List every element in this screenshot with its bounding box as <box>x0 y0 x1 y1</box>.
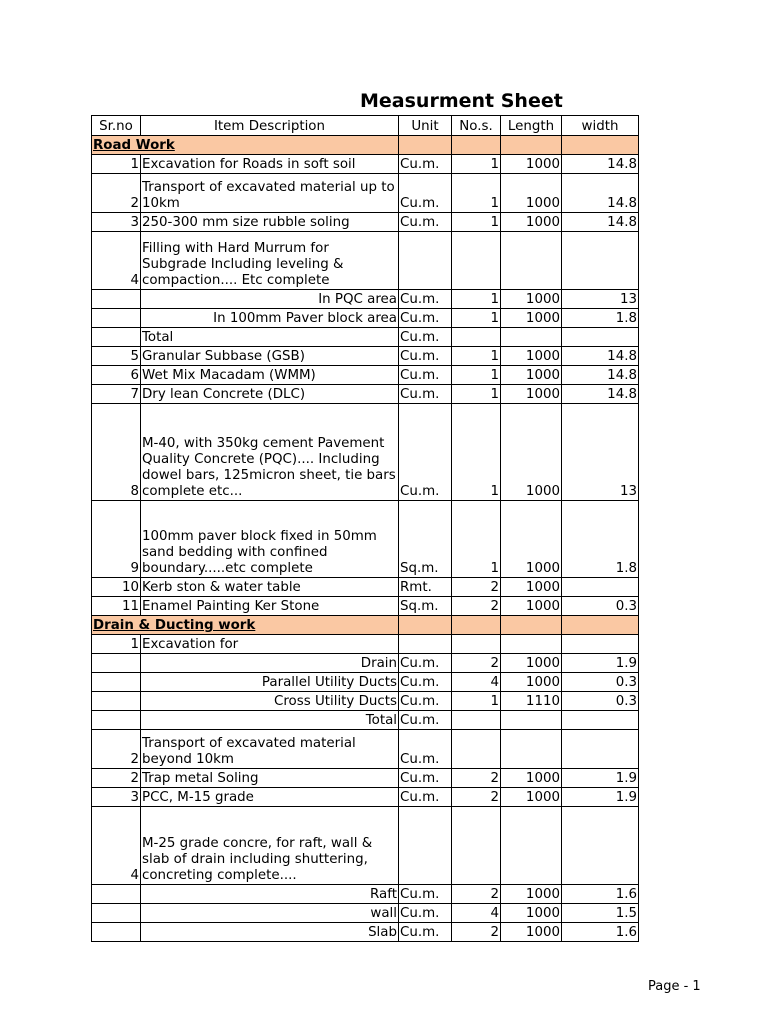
width-cell <box>562 807 639 885</box>
width-cell: 1.8 <box>562 309 639 328</box>
length-cell: 1000 <box>501 769 562 788</box>
width-cell: 14.8 <box>562 347 639 366</box>
sr-cell <box>92 692 141 711</box>
width-cell: 13 <box>562 404 639 501</box>
width-cell: 1.9 <box>562 654 639 673</box>
section-empty-cell <box>399 136 452 155</box>
length-cell <box>501 328 562 347</box>
sr-cell: 1 <box>92 155 141 174</box>
sr-cell: 4 <box>92 232 141 290</box>
sr-cell <box>92 290 141 309</box>
width-cell: 0.3 <box>562 597 639 616</box>
nos-cell: 1 <box>452 692 501 711</box>
description-cell: Granular Subbase (GSB) <box>141 347 399 366</box>
length-cell: 1000 <box>501 673 562 692</box>
unit-cell: Cu.m. <box>399 923 452 942</box>
length-cell: 1000 <box>501 290 562 309</box>
description-cell: Transport of excavated material beyond 10km <box>141 730 399 769</box>
table-row <box>92 807 639 885</box>
nos-cell <box>452 711 501 730</box>
section-empty-cell <box>452 136 501 155</box>
width-cell: 14.8 <box>562 213 639 232</box>
description-cell: Drain <box>141 654 399 673</box>
header-nos: No.s. <box>452 116 501 136</box>
nos-cell <box>452 807 501 885</box>
nos-cell: 1 <box>452 501 501 578</box>
width-cell: 1.9 <box>562 769 639 788</box>
description-cell: Parallel Utility Ducts <box>141 673 399 692</box>
width-cell <box>562 635 639 654</box>
length-cell: 1000 <box>501 347 562 366</box>
length-cell <box>501 232 562 290</box>
table-row <box>92 366 639 385</box>
nos-cell: 2 <box>452 578 501 597</box>
section-empty-cell <box>501 616 562 635</box>
description-cell: Excavation for Roads in soft soil <box>141 155 399 174</box>
sr-cell: 8 <box>92 404 141 501</box>
width-cell: 0.3 <box>562 692 639 711</box>
table-row <box>92 788 639 807</box>
width-cell: 14.8 <box>562 174 639 213</box>
unit-cell: Cu.m. <box>399 290 452 309</box>
length-cell: 1000 <box>501 788 562 807</box>
description-cell: Slab <box>141 923 399 942</box>
section-row-drain <box>92 616 639 635</box>
width-cell: 13 <box>562 290 639 309</box>
description-cell: Dry lean Concrete (DLC) <box>141 385 399 404</box>
unit-cell: Cu.m. <box>399 328 452 347</box>
length-cell <box>501 635 562 654</box>
unit-cell: Cu.m. <box>399 347 452 366</box>
unit-cell: Cu.m. <box>399 769 452 788</box>
table-row <box>92 654 639 673</box>
description-cell: PCC, M-15 grade <box>141 788 399 807</box>
unit-cell: Cu.m. <box>399 385 452 404</box>
sr-cell: 11 <box>92 597 141 616</box>
sr-cell: 2 <box>92 730 141 769</box>
table-row <box>92 711 639 730</box>
width-cell: 1.6 <box>562 885 639 904</box>
width-cell: 1.8 <box>562 501 639 578</box>
header-unit: Unit <box>399 116 452 136</box>
nos-cell: 4 <box>452 673 501 692</box>
nos-cell <box>452 635 501 654</box>
length-cell: 1000 <box>501 501 562 578</box>
nos-cell: 4 <box>452 904 501 923</box>
width-cell: 1.9 <box>562 788 639 807</box>
unit-cell: Cu.m. <box>399 692 452 711</box>
sr-cell: 10 <box>92 578 141 597</box>
length-cell: 1000 <box>501 213 562 232</box>
sr-cell <box>92 309 141 328</box>
header-desc: Item Description <box>141 116 399 136</box>
description-cell: Wet Mix Macadam (WMM) <box>141 366 399 385</box>
sr-cell: 3 <box>92 788 141 807</box>
sr-cell <box>92 885 141 904</box>
length-cell: 1000 <box>501 174 562 213</box>
section-label: Drain & Ducting work <box>92 616 399 635</box>
length-cell <box>501 730 562 769</box>
description-cell: Excavation for <box>141 635 399 654</box>
nos-cell: 2 <box>452 597 501 616</box>
sr-cell: 4 <box>92 807 141 885</box>
length-cell: 1000 <box>501 385 562 404</box>
description-cell: Trap metal Soling <box>141 769 399 788</box>
table-row <box>92 923 639 942</box>
table-row <box>92 578 639 597</box>
table-row <box>92 673 639 692</box>
sr-cell: 6 <box>92 366 141 385</box>
length-cell: 1110 <box>501 692 562 711</box>
section-label: Road Work <box>92 136 399 155</box>
unit-cell: Cu.m. <box>399 213 452 232</box>
table-row <box>92 404 639 501</box>
width-cell: 1.5 <box>562 904 639 923</box>
header-row <box>92 116 639 136</box>
description-cell: Filling with Hard Murrum for Subgrade Including leveling & compaction.... Etc complete <box>141 232 399 290</box>
nos-cell: 1 <box>452 174 501 213</box>
unit-cell: Cu.m. <box>399 885 452 904</box>
section-empty-cell <box>399 616 452 635</box>
length-cell: 1000 <box>501 885 562 904</box>
width-cell <box>562 730 639 769</box>
unit-cell: Cu.m. <box>399 730 452 769</box>
nos-cell: 1 <box>452 213 501 232</box>
unit-cell <box>399 232 452 290</box>
table-row <box>92 885 639 904</box>
section-empty-cell <box>562 136 639 155</box>
header-sr: Sr.no <box>92 116 141 136</box>
unit-cell: Cu.m. <box>399 404 452 501</box>
nos-cell: 2 <box>452 885 501 904</box>
width-cell <box>562 578 639 597</box>
nos-cell: 1 <box>452 385 501 404</box>
description-cell: In 100mm Paver block area <box>141 309 399 328</box>
nos-cell: 1 <box>452 290 501 309</box>
width-cell <box>562 711 639 730</box>
table-row <box>92 309 639 328</box>
length-cell: 1000 <box>501 155 562 174</box>
table-row <box>92 328 639 347</box>
length-cell <box>501 807 562 885</box>
nos-cell: 1 <box>452 366 501 385</box>
table-row <box>92 692 639 711</box>
unit-cell: Sq.m. <box>399 501 452 578</box>
nos-cell: 2 <box>452 788 501 807</box>
table-row <box>92 385 639 404</box>
sheet-title: Measurment Sheet <box>360 90 563 112</box>
unit-cell: Cu.m. <box>399 673 452 692</box>
sr-cell: 1 <box>92 635 141 654</box>
width-cell: 14.8 <box>562 366 639 385</box>
width-cell: 1.6 <box>562 923 639 942</box>
unit-cell: Cu.m. <box>399 788 452 807</box>
description-cell: Total <box>141 328 399 347</box>
sr-cell <box>92 654 141 673</box>
description-cell: Raft <box>141 885 399 904</box>
unit-cell: Cu.m. <box>399 366 452 385</box>
length-cell: 1000 <box>501 654 562 673</box>
table-row <box>92 290 639 309</box>
unit-cell: Rmt. <box>399 578 452 597</box>
nos-cell: 2 <box>452 769 501 788</box>
sr-cell: 5 <box>92 347 141 366</box>
table-row <box>92 730 639 769</box>
section-empty-cell <box>562 616 639 635</box>
table-row <box>92 232 639 290</box>
width-cell: 14.8 <box>562 155 639 174</box>
unit-cell: Cu.m. <box>399 711 452 730</box>
sr-cell <box>92 328 141 347</box>
sr-cell <box>92 673 141 692</box>
sr-cell: 9 <box>92 501 141 578</box>
description-cell: M-40, with 350kg cement Pavement Quality Concrete (PQC).... Including dowel bars, 125micron sheet, tie bars complete etc... <box>141 404 399 501</box>
header-width: width <box>562 116 639 136</box>
unit-cell: Sq.m. <box>399 597 452 616</box>
sr-cell: 7 <box>92 385 141 404</box>
length-cell: 1000 <box>501 923 562 942</box>
table-row <box>92 347 639 366</box>
description-cell: Cross Utility Ducts <box>141 692 399 711</box>
length-cell: 1000 <box>501 578 562 597</box>
nos-cell: 2 <box>452 923 501 942</box>
description-cell: wall <box>141 904 399 923</box>
length-cell: 1000 <box>501 597 562 616</box>
sr-cell: 3 <box>92 213 141 232</box>
length-cell <box>501 711 562 730</box>
header-length: Length <box>501 116 562 136</box>
description-cell: M-25 grade concre, for raft, wall & slab of drain including shuttering, concreting complete.... <box>141 807 399 885</box>
width-cell <box>562 328 639 347</box>
length-cell: 1000 <box>501 404 562 501</box>
table-row <box>92 635 639 654</box>
measurement-table <box>91 115 639 942</box>
table-row <box>92 155 639 174</box>
nos-cell <box>452 730 501 769</box>
section-row-road <box>92 136 639 155</box>
description-cell: 250-300 mm size rubble soling <box>141 213 399 232</box>
nos-cell: 2 <box>452 654 501 673</box>
section-empty-cell <box>501 136 562 155</box>
description-cell: In PQC area <box>141 290 399 309</box>
length-cell: 1000 <box>501 366 562 385</box>
table-row <box>92 213 639 232</box>
nos-cell <box>452 232 501 290</box>
table-row <box>92 769 639 788</box>
length-cell: 1000 <box>501 309 562 328</box>
unit-cell: Cu.m. <box>399 904 452 923</box>
unit-cell: Cu.m. <box>399 174 452 213</box>
length-cell: 1000 <box>501 904 562 923</box>
table-row <box>92 501 639 578</box>
nos-cell: 1 <box>452 347 501 366</box>
unit-cell <box>399 807 452 885</box>
description-cell: Transport of excavated material up to 10km <box>141 174 399 213</box>
sr-cell <box>92 923 141 942</box>
width-cell <box>562 232 639 290</box>
unit-cell <box>399 635 452 654</box>
nos-cell: 1 <box>452 155 501 174</box>
width-cell: 0.3 <box>562 673 639 692</box>
page-number: Page - 1 <box>648 979 701 994</box>
sr-cell: 2 <box>92 174 141 213</box>
unit-cell: Cu.m. <box>399 654 452 673</box>
unit-cell: Cu.m. <box>399 155 452 174</box>
nos-cell: 1 <box>452 404 501 501</box>
description-cell: Total <box>141 711 399 730</box>
table-row <box>92 174 639 213</box>
description-cell: Kerb ston & water table <box>141 578 399 597</box>
table-row <box>92 597 639 616</box>
width-cell: 14.8 <box>562 385 639 404</box>
nos-cell <box>452 328 501 347</box>
table-row <box>92 904 639 923</box>
nos-cell: 1 <box>452 309 501 328</box>
section-empty-cell <box>452 616 501 635</box>
sr-cell: 2 <box>92 769 141 788</box>
description-cell: Enamel Painting Ker Stone <box>141 597 399 616</box>
unit-cell: Cu.m. <box>399 309 452 328</box>
sr-cell <box>92 904 141 923</box>
description-cell: 100mm paver block fixed in 50mm sand bedding with confined boundary.....etc complete <box>141 501 399 578</box>
sr-cell <box>92 711 141 730</box>
